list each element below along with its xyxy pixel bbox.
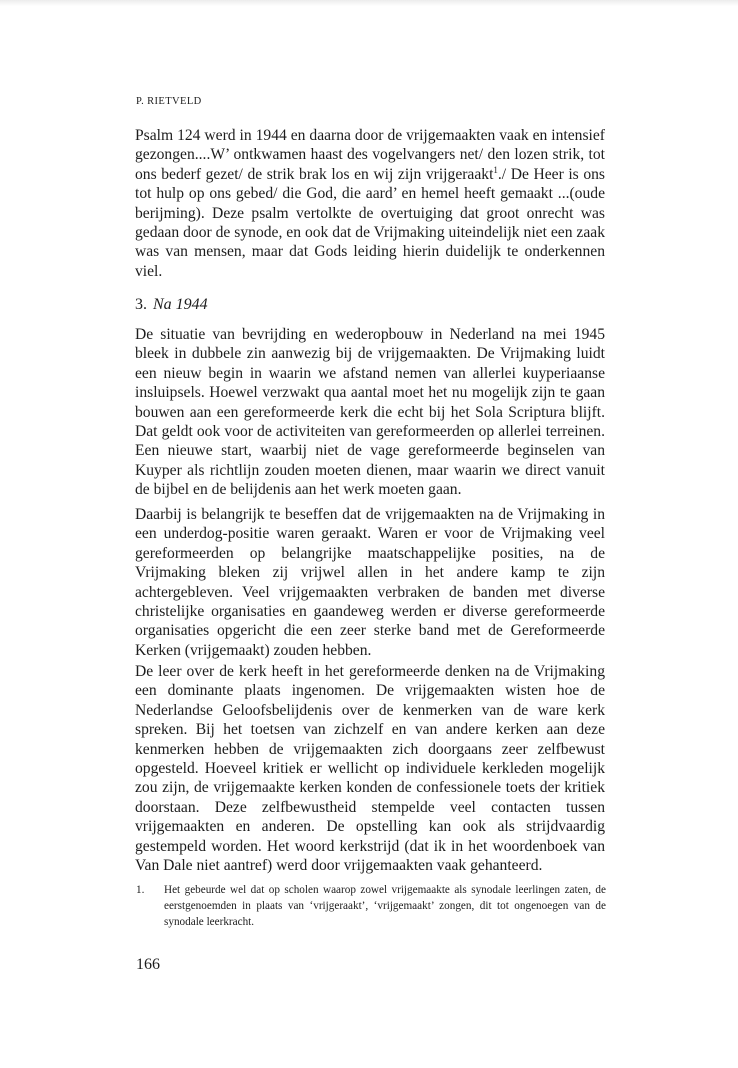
running-head: P. RIETVELD <box>136 96 202 107</box>
paragraph-1-text-before-note: Psalm 124 werd in 1944 en daarna door de vrijgemaakten vaak en intensief gezongen....W’ ontkwamen haast des vogelvangers net/ den lozen strik, tot ons bederf gezet/ de strik brak los en wij zijn vrijgeraakt <box>135 127 605 183</box>
footnote-reference[interactable]: 1 <box>493 164 498 175</box>
scan-top-edge <box>0 0 738 6</box>
section-title: Na 1944 <box>153 296 208 313</box>
section-heading <box>135 296 208 314</box>
paragraph-bevrijding: De situatie van bevrijding en wederopbouw in Nederland na mei 1945 bleek in dubbele zin aanwezig bij de vrijgemaakten. De Vrijmaking luidt een nieuw begin in waarin we afstand nemen van allerlei kuyperiaanse insluipsels. Hoewel verzwakt qua aantal moet het nu mogelijk zijn te gaan bouwen aan een gereformeerde kerk die echt bij het Sola Scriptura blijft. Dat geldt ook voor de activiteiten van gereformeerden op allerlei terreinen. Een nieuwe start, waarbij niet de vage gereformeerde beginselen van Kuyper als richtlijn zouden moeten dienen, maar waarin we direct vanuit de bijbel en de belijdenis aan het werk moeten gaan. <box>135 326 605 499</box>
paragraph-leer-over-de-kerk: De leer over de kerk heeft in het gereformeerde denken na de Vrijmaking een dominante plaats ingenomen. De vrijgemaakten wisten hoe de Nederlandse Geloofsbelijdenis over de kenmerken van de ware kerk spreken. Bij het toetsen van zichzelf en van andere kerken aan deze kenmerken hebben de vrijgemaakten zich doorgaans zeer zelfbewust opgesteld. Hoeveel kritiek er wellicht op individuele kerkleden mogelijk zou zijn, de vrijgemaakte kerken konden de confessionele toets der kritiek doorstaan. Deze zelfbewustheid stempelde veel contacten tussen vrijgemaakten en anderen. De opstelling kan ook als strijdvaardig gestempeld worden. Het woord kerkstrijd (dat ik in het woordenboek van Van Dale niet aantref) werd door vrijgemaakten vaak gehanteerd. <box>135 663 605 875</box>
page-number: 166 <box>136 956 160 973</box>
paragraph-underdog-positie: Daarbij is belangrijk te beseffen dat de vrijgemaakten na de Vrijmaking in een underdog-positie waren geraakt. Waren er voor de Vrijmaking veel gereformeerden op belangrijke maatschappelijke posities, na de Vrijmaking bleken zij vrijwel allen in het andere kamp te zijn achtergebleven. Veel vrijgemaakten verbraken de banden met diverse christelijke organisaties en gaandeweg werden er diverse gereformeerde organisaties opgericht die een zeer sterke band met de Gereformeerde Kerken (vrijgemaakt) zouden hebben. <box>135 506 605 659</box>
paragraph-1-text-after-note: ./ De Heer is ons tot hulp op ons gebed/ die God, die aard’ en hemel heeft gemaakt ...(oude berijming). Deze psalm vertolkte de overtuiging dat groot onrecht was gedaan door de synode, en ook dat de Vrijmaking uiteindelijk niet een zaak was van mensen, maar dat Gods leiding hierin duidelijk te onderkennen viel. <box>135 165 605 280</box>
footnote-number: 1. <box>136 884 145 896</box>
section-number: 3. <box>135 296 147 313</box>
paragraph-psalm-124 <box>135 126 605 281</box>
footnote <box>136 882 606 931</box>
footnote-text: Het gebeurde wel dat op scholen waarop zowel vrijgemaakte als synodale leerlingen zaten, de eerstgenoemden in plaats van ‘vrijgeraakt’, ‘vrijgemaakt’ zongen, dit tot ongenoegen van de synodale leerkracht. <box>164 884 606 929</box>
